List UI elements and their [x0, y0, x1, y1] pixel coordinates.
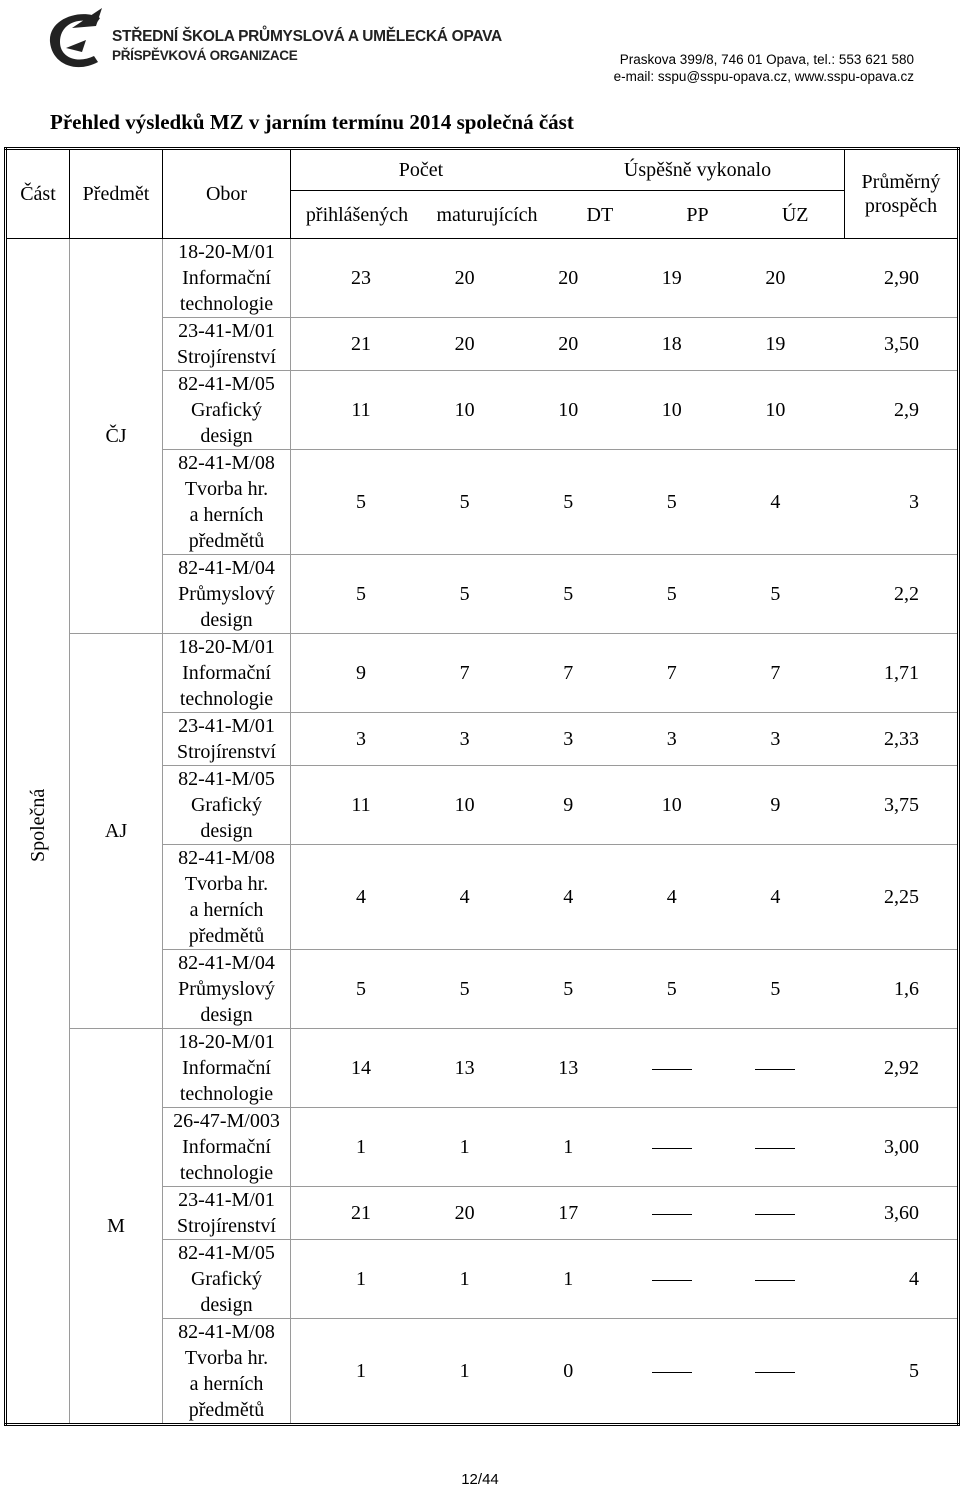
value-0: 1 — [356, 1268, 366, 1290]
value-5: 2,92 — [883, 1057, 919, 1079]
values-cell — [291, 450, 959, 555]
value-5: 1,71 — [883, 662, 919, 684]
obor-line: technologie — [179, 688, 274, 710]
obor-line: 23-41-M/01 — [178, 1189, 275, 1211]
value-2: 4 — [563, 886, 574, 908]
values-cell — [291, 1187, 959, 1240]
value-3 — [652, 1134, 692, 1160]
values-cell — [291, 950, 959, 1029]
value-3: 18 — [661, 333, 682, 355]
obor-line: Informační — [182, 267, 271, 289]
obor-line: technologie — [179, 1162, 274, 1184]
value-5: 2,25 — [883, 886, 919, 908]
value-1: 20 — [454, 1202, 475, 1224]
obor-line: design — [200, 609, 253, 631]
header-values — [291, 149, 959, 239]
obor-line: design — [200, 820, 253, 842]
value-1: 5 — [459, 978, 470, 1000]
value-1: 20 — [454, 333, 475, 355]
obor-line: 18-20-M/01 — [178, 1031, 275, 1053]
obor-line: předmětů — [188, 1399, 265, 1421]
value-0: 9 — [356, 662, 366, 684]
obor-line: 82-41-M/08 — [178, 1321, 275, 1343]
value-4 — [755, 1055, 795, 1081]
value-0: 14 — [351, 1057, 371, 1079]
value-5: 1,6 — [893, 978, 919, 1000]
value-2: 3 — [563, 728, 574, 750]
values-cell — [291, 1319, 959, 1425]
value-2: 7 — [563, 662, 574, 684]
value-5: 2,2 — [893, 583, 919, 605]
value-4 — [755, 1358, 795, 1384]
obor-line: 82-41-M/04 — [178, 557, 275, 579]
value-2: 1 — [563, 1136, 574, 1158]
value-3: 4 — [666, 886, 677, 908]
dash-mark — [755, 1214, 795, 1215]
obor-cell — [163, 1319, 291, 1425]
value-5: 2,9 — [893, 399, 919, 421]
obor-line: předmětů — [188, 925, 265, 947]
value-5: 2,33 — [883, 728, 919, 750]
header-pocet: Počet — [398, 159, 444, 181]
header-prumerny: Průměrný — [861, 171, 941, 193]
obor-line: Tvorba hr. — [184, 478, 269, 500]
header-prospech: prospěch — [864, 195, 938, 217]
value-4 — [755, 1134, 795, 1160]
obor-line: 82-41-M/05 — [178, 1242, 275, 1264]
contact-block — [614, 51, 914, 85]
obor-cell — [163, 1108, 291, 1187]
header-uspesne: Úspěšně vykonalo — [623, 159, 772, 181]
value-3: 5 — [666, 978, 677, 1000]
values-cell — [291, 845, 959, 950]
subject-cell: AJ — [70, 634, 163, 1029]
values-cell — [291, 318, 959, 371]
values-cell — [291, 634, 959, 713]
value-3 — [652, 1055, 692, 1081]
value-2: 10 — [558, 399, 579, 421]
value-4: 10 — [765, 399, 786, 421]
value-4: 5 — [770, 978, 781, 1000]
value-5: 3,00 — [883, 1136, 919, 1158]
value-1: 1 — [459, 1268, 470, 1290]
value-2: 5 — [563, 491, 574, 513]
value-2: 20 — [558, 267, 579, 289]
value-5: 4 — [908, 1268, 919, 1290]
value-1: 5 — [459, 583, 470, 605]
dash-mark — [755, 1280, 795, 1281]
obor-line: 82-41-M/05 — [178, 768, 275, 790]
value-1: 1 — [459, 1136, 470, 1158]
header-prihlasenych: přihlášených — [305, 203, 409, 226]
page-number: 12/44 — [461, 1471, 499, 1488]
subject-cell: M — [70, 1029, 163, 1425]
value-1: 4 — [459, 886, 470, 908]
value-0: 11 — [351, 794, 371, 816]
value-3 — [652, 1266, 692, 1292]
obor-line: Průmyslový — [178, 978, 275, 1000]
value-3: 10 — [661, 794, 682, 816]
value-4: 9 — [770, 794, 781, 816]
value-5: 5 — [908, 1360, 919, 1382]
value-5: 3 — [908, 491, 919, 513]
value-0: 5 — [356, 583, 366, 605]
obor-line: 18-20-M/01 — [178, 636, 275, 658]
values-cell — [291, 713, 959, 766]
dash-mark — [652, 1148, 692, 1149]
header-cast: Část — [6, 149, 70, 239]
obor-line: Strojírenství — [177, 346, 276, 368]
obor-cell — [163, 555, 291, 634]
obor-line: Tvorba hr. — [184, 1347, 269, 1369]
value-3 — [652, 1200, 692, 1226]
value-2: 5 — [563, 978, 574, 1000]
dash-mark — [755, 1372, 795, 1373]
obor-cell — [163, 318, 291, 371]
value-3: 10 — [661, 399, 682, 421]
values-cell — [291, 1108, 959, 1187]
value-3: 3 — [666, 728, 677, 750]
obor-cell — [163, 713, 291, 766]
header-obor: Obor — [163, 149, 291, 239]
table-row — [6, 1029, 959, 1108]
values-cell — [291, 239, 959, 318]
value-3: 5 — [666, 583, 677, 605]
value-4: 5 — [770, 583, 781, 605]
obor-line: 82-41-M/04 — [178, 952, 275, 974]
school-name: STŘEDNÍ ŠKOLA PRŮMYSLOVÁ A UMĚLECKÁ OPAVA — [112, 28, 502, 45]
value-0: 5 — [356, 491, 366, 513]
value-4 — [755, 1266, 795, 1292]
value-3 — [652, 1358, 692, 1384]
value-0: 21 — [351, 333, 371, 355]
value-3: 7 — [666, 662, 677, 684]
obor-line: 82-41-M/08 — [178, 847, 275, 869]
values-cell — [291, 1240, 959, 1319]
dash-mark — [652, 1280, 692, 1281]
obor-line: 26-47-M/003 — [173, 1110, 280, 1132]
obor-line: 23-41-M/01 — [178, 715, 275, 737]
dash-mark — [652, 1214, 692, 1215]
value-2: 5 — [563, 583, 574, 605]
document-title: Přehled výsledků MZ v jarním termínu 2014 společná část — [50, 110, 574, 134]
obor-line: technologie — [179, 293, 274, 315]
value-0: 4 — [356, 886, 366, 908]
dash-mark — [755, 1148, 795, 1149]
value-1: 1 — [459, 1360, 470, 1382]
value-5: 3,60 — [883, 1202, 919, 1224]
obor-cell — [163, 239, 291, 318]
obor-line: předmětů — [188, 530, 265, 552]
obor-line: a herních — [189, 899, 264, 921]
value-1: 20 — [454, 267, 475, 289]
obor-cell — [163, 950, 291, 1029]
obor-line: 82-41-M/08 — [178, 452, 275, 474]
values-cell — [291, 371, 959, 450]
table-row — [6, 634, 959, 713]
value-5: 3,50 — [883, 333, 919, 355]
dash-mark — [652, 1069, 692, 1070]
header-pp: PP — [686, 203, 709, 226]
obor-line: Informační — [182, 662, 271, 684]
value-1: 13 — [454, 1057, 475, 1079]
value-2: 1 — [563, 1268, 574, 1290]
value-4 — [755, 1200, 795, 1226]
value-4: 19 — [765, 333, 786, 355]
values-cell — [291, 555, 959, 634]
obor-line: 18-20-M/01 — [178, 241, 275, 263]
value-0: 23 — [351, 267, 371, 289]
cast-cell — [6, 239, 70, 1425]
subject-cell: ČJ — [70, 239, 163, 634]
obor-line: Grafický — [190, 794, 263, 816]
value-1: 10 — [454, 399, 475, 421]
value-0: 3 — [356, 728, 366, 750]
school-logo — [42, 4, 502, 76]
value-5: 3,75 — [883, 794, 919, 816]
value-2: 0 — [563, 1360, 574, 1382]
value-1: 5 — [459, 491, 470, 513]
header-dt: DT — [586, 203, 614, 226]
value-4: 20 — [765, 267, 786, 289]
value-0: 1 — [356, 1136, 366, 1158]
obor-line: technologie — [179, 1083, 274, 1105]
value-1: 7 — [459, 662, 470, 684]
obor-line: Informační — [182, 1136, 271, 1158]
contact-line: e-mail: sspu@sspu-opava.cz, www.sspu-opava.cz — [613, 69, 914, 84]
header-row — [6, 149, 959, 239]
obor-cell — [163, 1240, 291, 1319]
obor-line: Grafický — [190, 1268, 263, 1290]
obor-line: a herních — [189, 504, 264, 526]
table-row — [6, 239, 959, 318]
value-3: 19 — [661, 267, 682, 289]
obor-line: Grafický — [190, 399, 263, 421]
school-org-type: PŘÍSPĚVKOVÁ ORGANIZACE — [112, 48, 298, 63]
obor-cell — [163, 634, 291, 713]
dash-mark — [755, 1069, 795, 1070]
value-2: 20 — [558, 333, 579, 355]
value-4: 7 — [770, 662, 781, 684]
obor-line: Strojírenství — [177, 1215, 276, 1237]
value-1: 3 — [459, 728, 470, 750]
obor-line: a herních — [189, 1373, 264, 1395]
value-4: 3 — [770, 728, 781, 750]
value-0: 5 — [356, 978, 366, 1000]
values-cell — [291, 766, 959, 845]
obor-cell — [163, 1029, 291, 1108]
header-uz: ÚZ — [781, 203, 809, 226]
obor-cell — [163, 1187, 291, 1240]
values-cell — [291, 1029, 959, 1108]
value-1: 10 — [454, 794, 475, 816]
obor-line: design — [200, 1004, 253, 1026]
obor-cell — [163, 845, 291, 950]
value-4: 4 — [770, 886, 781, 908]
header-predmet: Předmět — [70, 149, 163, 239]
obor-line: Strojírenství — [177, 741, 276, 763]
cast-label: Společná — [27, 788, 49, 862]
obor-cell — [163, 371, 291, 450]
value-2: 13 — [558, 1057, 579, 1079]
value-5: 2,90 — [883, 267, 919, 289]
results-table — [4, 147, 960, 1426]
header-maturujicich: maturujících — [436, 203, 538, 226]
value-2: 9 — [563, 794, 574, 816]
address-line: Praskova 399/8, 746 01 Opava, tel.: 553 621 580 — [619, 52, 914, 67]
obor-line: design — [200, 1294, 253, 1316]
value-3: 5 — [666, 491, 677, 513]
value-2: 17 — [558, 1202, 579, 1224]
obor-line: 82-41-M/05 — [178, 373, 275, 395]
value-0: 1 — [356, 1360, 366, 1382]
dash-mark — [652, 1372, 692, 1373]
obor-line: design — [200, 425, 253, 447]
value-4: 4 — [770, 491, 781, 513]
obor-line: Tvorba hr. — [184, 873, 269, 895]
obor-cell — [163, 450, 291, 555]
obor-line: 23-41-M/01 — [178, 320, 275, 342]
obor-cell — [163, 766, 291, 845]
value-0: 11 — [351, 399, 371, 421]
obor-line: Informační — [182, 1057, 271, 1079]
obor-line: Průmyslový — [178, 583, 275, 605]
school-logo-icon — [42, 4, 108, 72]
value-0: 21 — [351, 1202, 371, 1224]
